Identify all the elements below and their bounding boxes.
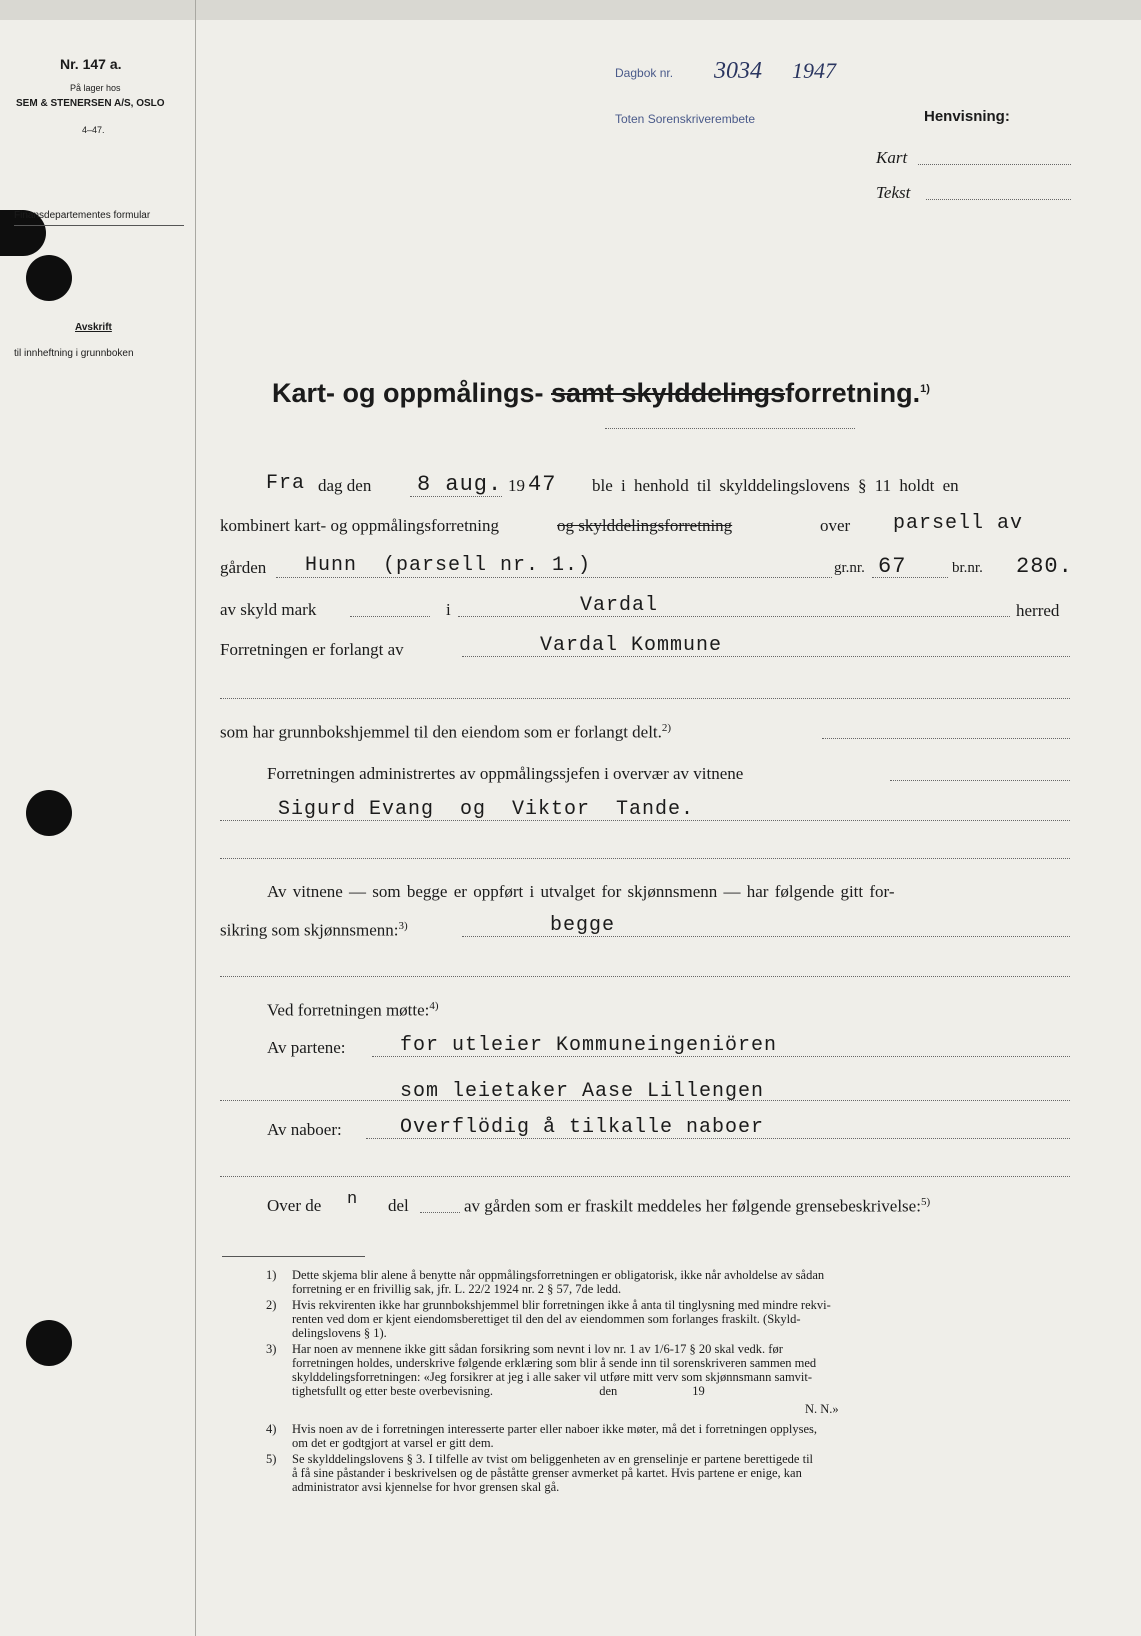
grunnbok-sup: 2) bbox=[661, 722, 672, 734]
footnote-line: forretning er en frivillig sak, jfr. L. 22/2 1924 nr. 2 § 57, 7de ledd. bbox=[292, 1282, 622, 1296]
vitnene-line1: Av vitnene — som begge er oppført i utvalget for skjønnsmenn — har følgende gitt for- bbox=[267, 882, 895, 901]
binder-hole bbox=[26, 1320, 72, 1366]
vitner-names: Sigurd Evang og Viktor Tande. bbox=[278, 798, 695, 821]
footnote-line: forretningen holdes, underskrive følgende erklæring som blir å sende inn til sorenskriveren sammen med bbox=[292, 1356, 817, 1370]
footnote-1 bbox=[262, 1268, 824, 1296]
publisher-line: På lager hos bbox=[70, 83, 121, 93]
kart-label: Kart bbox=[876, 148, 908, 167]
footnote-line: Har noen av mennene ikke gitt sådan forsikring som nevnt i lov nr. 1 av 1/6-17 § 20 skal vedk. før bbox=[292, 1342, 783, 1356]
title-main: Kart- og oppmålings- bbox=[272, 378, 551, 408]
year-value: 47 bbox=[528, 472, 557, 497]
herred-label: herred bbox=[1016, 601, 1060, 620]
footnote-line: skylddelingsforretningen: «Jeg forsikrer at jeg i alle saker vil utføre mitt verv som skjønnsmann samvit- bbox=[292, 1370, 813, 1384]
margin-rule bbox=[195, 0, 196, 1636]
partene-label: Av partene: bbox=[267, 1038, 346, 1057]
year-prefix: 19 bbox=[508, 476, 525, 495]
over-de-label: Over de bbox=[267, 1196, 322, 1215]
del-label: del bbox=[388, 1196, 409, 1215]
admin-line bbox=[890, 780, 1070, 781]
title-sup: 1) bbox=[920, 383, 930, 395]
footnote-num: 3) bbox=[266, 1342, 277, 1356]
grnr-line bbox=[872, 577, 948, 578]
footnote-line: Hvis noen av de i forretningen interesserte parter eller naboer ikke møter, må det i forretningen opplyses, bbox=[292, 1422, 818, 1436]
partene-2: som leietaker Aase Lillengen bbox=[400, 1080, 765, 1103]
forlangt-by: Vardal Kommune bbox=[540, 634, 723, 657]
stamp-number: 3034 bbox=[714, 58, 762, 84]
motte-text: Ved forretningen møtte: bbox=[267, 1000, 430, 1020]
stamp-office: Toten Sorenskriverembete bbox=[615, 112, 756, 126]
stamp-label: Dagbok nr. bbox=[615, 66, 674, 80]
over-label: over bbox=[820, 516, 851, 535]
over-de-n: n bbox=[347, 1190, 359, 1209]
footnote-line: renten ved dom er kjent eiendomsberettiget til den del av eiendommen som forlanges fraskilt. (Skyld- bbox=[292, 1312, 801, 1326]
footnote-num: 5) bbox=[266, 1452, 277, 1466]
vitner-line-2 bbox=[220, 858, 1070, 859]
footnote-rule bbox=[222, 1256, 365, 1257]
begge-text: begge bbox=[550, 914, 616, 937]
grnr-label: gr.nr. bbox=[834, 560, 865, 576]
binder-hole bbox=[26, 790, 72, 836]
binder-hole bbox=[26, 255, 72, 301]
footnote-num: 2) bbox=[266, 1298, 277, 1312]
form-title bbox=[272, 378, 930, 409]
publisher-name: SEM & STENERSEN A/S, OSLO bbox=[16, 98, 165, 109]
footnote-line: om det er godtgjort at varsel er gitt dem. bbox=[292, 1436, 494, 1450]
partene-line-1 bbox=[372, 1056, 1070, 1057]
naboer-label: Av naboer: bbox=[267, 1120, 342, 1139]
partene-line-2 bbox=[220, 1100, 1070, 1101]
i-label: i bbox=[446, 600, 451, 619]
grunnbok-line bbox=[822, 738, 1070, 739]
dept-formula: Finansdepartementes formular bbox=[14, 210, 151, 221]
footnote-line: å få sine påstander i beskrivelsen og de påståtte grenser avmerket på kartet. Hvis partene er enige, kan bbox=[292, 1466, 802, 1480]
grense-sup: 5) bbox=[920, 1196, 931, 1208]
blank-line-2 bbox=[220, 976, 1070, 977]
footnote-3 bbox=[262, 1342, 816, 1398]
blank-line-3 bbox=[220, 1176, 1070, 1177]
tekst-label: Tekst bbox=[876, 183, 911, 202]
avskrift-sub: til innheftning i grunnboken bbox=[14, 348, 134, 359]
brnr-value: 280. bbox=[1016, 554, 1073, 579]
naboer-value: Overflödig å tilkalle naboer bbox=[400, 1116, 765, 1139]
forlangt-line bbox=[462, 656, 1070, 657]
divider bbox=[14, 225, 184, 226]
grense-label: av gården som er fraskilt meddeles her følgende grensebeskrivelse: bbox=[464, 1196, 921, 1216]
struck-text: og skylddelingsforretning bbox=[557, 516, 733, 535]
tekst-line bbox=[926, 199, 1071, 200]
vitnene-line2 bbox=[220, 920, 408, 941]
footnote-line: tighetsfullt og etter beste overbevisning. den 19 bbox=[292, 1384, 705, 1398]
print-date: 4–47. bbox=[82, 125, 105, 135]
kombinert-label: kombinert kart- og oppmålingsforretning bbox=[220, 516, 500, 535]
motte-sup: 4) bbox=[429, 1000, 439, 1012]
admin-text: Forretningen administrertes av oppmålingssjefen i overvær av vitnene bbox=[267, 764, 744, 783]
footnote-num: 4) bbox=[266, 1422, 277, 1436]
footnote-signature: N. N.» bbox=[805, 1402, 839, 1416]
grunnbok-text bbox=[220, 722, 671, 743]
footnote-line: Dette skjema blir alene å benytte når oppmålingsforretningen er obligatorisk, ikke når avholdelse av sådan bbox=[292, 1268, 825, 1282]
skyld-label: av skyld mark bbox=[220, 600, 317, 619]
henvisning-label: Henvisning: bbox=[924, 108, 1010, 125]
form-number: Nr. 147 a. bbox=[60, 56, 122, 72]
footnote-line: delingslovens § 1). bbox=[292, 1326, 387, 1340]
forlangt-label: Forretningen er forlangt av bbox=[220, 640, 404, 659]
dag-den-label: dag den bbox=[318, 476, 372, 495]
garden-label: gården bbox=[220, 558, 267, 577]
date-value: 8 aug. bbox=[417, 472, 503, 497]
footnote-2 bbox=[262, 1298, 831, 1340]
vitnene-sup: 3) bbox=[398, 920, 408, 932]
blank-line bbox=[220, 698, 1070, 699]
vitnene-label: sikring som skjønnsmenn: bbox=[220, 920, 399, 940]
begge-line bbox=[462, 936, 1070, 937]
footnote-line: Se skylddelingslovens § 3. I tilfelle av tvist om beliggenheten av en grenselinje er partene berettigede til bbox=[292, 1452, 814, 1466]
date-line bbox=[410, 496, 502, 497]
motte-label bbox=[267, 1000, 439, 1021]
fra-text: Fra bbox=[266, 472, 306, 495]
garden-line bbox=[276, 577, 832, 578]
grense-text bbox=[464, 1196, 930, 1217]
partene-1: for utleier Kommuneingeniören bbox=[400, 1034, 778, 1057]
footnote-num: 1) bbox=[266, 1268, 277, 1282]
garden-name: Hunn (parsell nr. 1.) bbox=[305, 554, 592, 577]
footnote-line: administrator avsi kjennelse for hvor grensen skal gå. bbox=[292, 1480, 560, 1494]
footnote-5 bbox=[262, 1452, 813, 1494]
brnr-label: br.nr. bbox=[952, 560, 983, 576]
avskrift-label: Avskrift bbox=[75, 322, 112, 333]
skyld-line bbox=[350, 616, 430, 617]
naboer-line bbox=[366, 1138, 1070, 1139]
kart-line bbox=[918, 164, 1071, 165]
herred-line bbox=[458, 616, 1010, 617]
stamp-year: 1947 bbox=[792, 58, 836, 83]
vitner-line bbox=[220, 820, 1070, 821]
grunnbok-label: som har grunnbokshjemmel til den eiendom som er forlangt delt. bbox=[220, 722, 662, 742]
title-end: forretning. bbox=[785, 378, 921, 408]
del-line bbox=[420, 1212, 460, 1213]
parsell-text: parsell av bbox=[893, 512, 1024, 535]
scan-edge bbox=[0, 0, 1141, 20]
title-underline bbox=[605, 428, 855, 429]
footnote-4 bbox=[262, 1422, 817, 1450]
herred-name: Vardal bbox=[580, 594, 659, 617]
grnr-value: 67 bbox=[878, 554, 907, 579]
line1-rest: ble i henhold til skylddelingslovens § 11 holdt en bbox=[592, 476, 959, 495]
footnote-line: Hvis rekvirenten ikke har grunnbokshjemmel blir forretningen ikke å anta til tinglysning med mindre rekvi- bbox=[292, 1298, 831, 1312]
title-struck: samt skylddelings bbox=[551, 378, 786, 408]
